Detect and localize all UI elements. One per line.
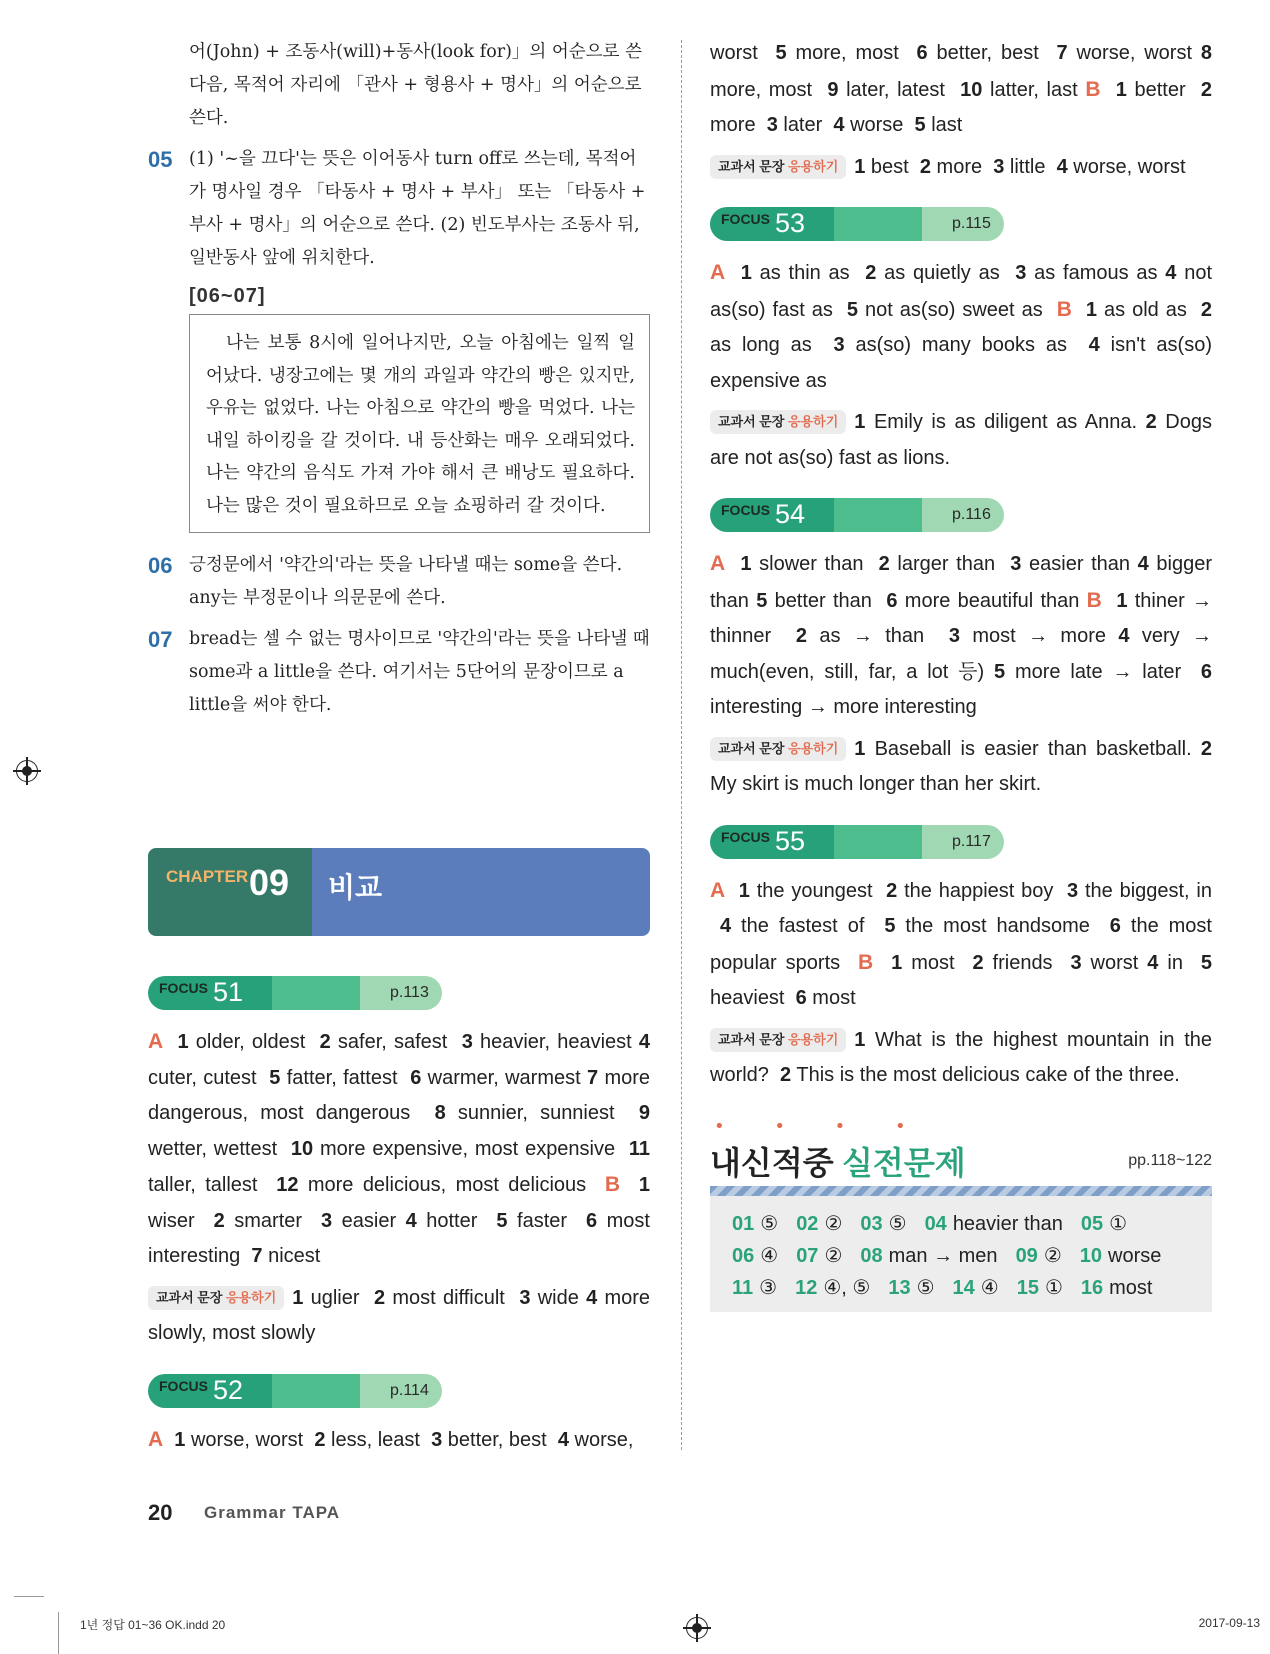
exam-answer-value: man → men — [888, 1244, 998, 1267]
exam-question-number: 16 — [1080, 1276, 1104, 1299]
exam-answer-value: most — [1109, 1276, 1153, 1299]
focus-53-bar — [710, 207, 1004, 241]
column-divider — [681, 40, 682, 1450]
focus-page: p.113 — [390, 984, 429, 1001]
exam-question-number: 08 — [860, 1244, 883, 1267]
note-number: 07 — [148, 627, 173, 652]
exam-answer-value: ① — [1044, 1276, 1063, 1299]
exam-answer-item — [888, 1272, 934, 1304]
tag-highlight: 응용하기 — [788, 158, 839, 174]
note-07 — [148, 623, 650, 722]
tag-highlight: 응용하기 — [226, 1289, 277, 1305]
exam-answer-value: ⑤ — [760, 1212, 779, 1235]
exam-answer-value: ④ — [980, 1276, 999, 1299]
exam-question-number: 01 — [732, 1212, 755, 1235]
exam-answer-item — [732, 1272, 777, 1304]
translation-text: 나는 보통 8시에 일어나지만, 오늘 아침에는 일찍 일어났다. 냉장고에는 몇 개의 과일과 약간의 빵은 있지만, 우유는 없었다. 나는 아침으로 약간의 빵을 먹었다. 나는 내일 하이킹을 갈 것이다. 내 등산화는 매우 오래되었다. 나는 약간의 음식도 가져 가야 해서 큰 배낭도 필요하다. 나는 많은 것이 필요하므로 오늘 쇼핑하러 갈 것이다. — [206, 333, 635, 516]
intro-text: 어(John) + 조동사(will)+동사(look for)」의 어순으로 쓴 다음, 목적어 자리에 「관사 + 형용사 + 명사」의 어순으로 쓴다. — [189, 42, 642, 128]
exam-answer-value: ⑤ — [888, 1212, 907, 1235]
exam-question-number: 13 — [888, 1276, 911, 1299]
tag-text: 교과서 문장 — [156, 1289, 227, 1305]
focus-54-answers: A 1 slower than 2 larger than 3 easier than 4 bigger than 5 better than 6 more beautiful than B 1 thiner → thinner 2 as → than 3 most → more 4 very → much(even, still, far, a lot 등) 5 more late → later 6 interesting → more interesting — [710, 552, 1213, 718]
subhead-06-07: [06~07] — [189, 285, 266, 307]
focus-label: FOCUS — [159, 980, 208, 996]
tag-text: 교과서 문장 — [718, 1031, 789, 1047]
focus-55-application — [710, 1023, 1212, 1094]
focus-54-application — [710, 732, 1212, 803]
exam-question-number: 14 — [952, 1276, 975, 1299]
focus-53-answers: A 1 as thin as 2 as quietly as 3 as famous as 4 not as(so) fast as 5 not as(so) sweet as B 1 as old as 2 as long as 3 as(so) many books as 4 isn't as(so) expensive as — [710, 261, 1212, 392]
focus-label: FOCUS — [159, 1377, 208, 1394]
application-answers: 1 uglier 2 most difficult 3 wide 4 more slowly, most slowly — [148, 1286, 651, 1344]
tag-highlight: 응용하기 — [788, 740, 839, 756]
note-text: bread는 셀 수 없는 명사이므로 '약간의'라는 뜻을 나타낼 때 some과 a little을 쓴다. 여기서는 5단어의 문장이므로 a little을 써야 한다. — [189, 629, 650, 715]
exam-row — [732, 1272, 1212, 1304]
exam-answer-value: ⑤ — [916, 1276, 935, 1299]
exam-answer-item — [1081, 1272, 1153, 1304]
left-column — [148, 36, 650, 1458]
tag-text: 교과서 문장 — [718, 414, 789, 429]
focus-52-answers: A 1 worse, worst 2 less, least 3 better, best 4 worse, — [148, 1427, 634, 1451]
textbook-tag — [710, 737, 846, 761]
exam-question-number: 10 — [1079, 1244, 1102, 1267]
note-text: (1) '~을 끄다'는 뜻은 이어동사 turn off로 쓰는데, 목적어가 명사일 경우 「타동사 + 명사 + 부사」 또는 「타동사 + 부사 + 명사」의 어순으로 쓴다. (2) 빈도부사는 조동사 뒤, 일반동사 앞에 위치한다. — [189, 149, 646, 268]
exam-answer-value: ④ — [760, 1244, 779, 1267]
focus-53-application — [710, 405, 1212, 476]
focus-page: p.117 — [952, 832, 991, 850]
exam-answer-value: worse — [1108, 1244, 1162, 1267]
focus-number: 55 — [775, 825, 806, 856]
exam-question-number: 03 — [860, 1212, 883, 1235]
focus-page: p.114 — [390, 1381, 429, 1399]
chapter-banner — [148, 848, 650, 936]
exam-row — [732, 1240, 1212, 1272]
exam-answer-item — [1080, 1240, 1162, 1272]
exam-answer-grid — [710, 1196, 1212, 1312]
textbook-tag — [710, 410, 846, 434]
print-date: 2017-09-13 — [1198, 1616, 1260, 1630]
focus-55-bar — [710, 825, 1004, 859]
crop-mark — [58, 1612, 59, 1654]
exam-question-number: 07 — [796, 1244, 819, 1267]
exam-answer-item — [795, 1272, 870, 1304]
exam-answer-value: ② — [824, 1244, 843, 1267]
exam-answer-item — [796, 1240, 842, 1272]
exam-question-number: 04 — [924, 1212, 947, 1235]
exam-question-number: 15 — [1016, 1276, 1039, 1299]
exam-question-number: 05 — [1080, 1212, 1104, 1235]
application-answers: 1 What is the highest mountain in the world? 2 This is the most delicious cake of the three. — [710, 1028, 1212, 1086]
focus-51-bar — [148, 976, 442, 1010]
tag-highlight: 응용하기 — [788, 414, 839, 429]
note-05 — [148, 143, 650, 275]
textbook-tag — [148, 1286, 284, 1310]
tag-text: 교과서 문장 — [718, 158, 789, 174]
focus-page: p.116 — [952, 506, 991, 523]
note-number: 06 — [148, 553, 173, 578]
exam-title-main: 내신적중 — [710, 1143, 834, 1182]
translation-box — [189, 314, 650, 533]
exam-question-number: 11 — [732, 1276, 754, 1299]
exam-answer-value: ④, ⑤ — [823, 1276, 871, 1299]
page-number: 20 — [148, 1500, 173, 1525]
exam-answer-value: ① — [1109, 1212, 1128, 1235]
exam-answer-value: ② — [824, 1212, 843, 1235]
tag-text: 교과서 문장 — [718, 740, 789, 756]
focus-number: 54 — [775, 499, 806, 529]
exam-answer-item — [860, 1208, 906, 1240]
application-answers: 1 Emily is as diligent as Anna. 2 Dogs are not as(so) fast as lions. — [710, 411, 1212, 469]
exam-answer-item — [732, 1240, 778, 1272]
exam-answer-item — [796, 1208, 842, 1240]
focus-55-answers: A 1 the youngest 2 the happiest boy 3 the biggest, in 4 the fastest of 5 the most handsome 6 the most popular sports B 1 most 2 friends 3 worst 4 in 5 heaviest 6 most — [710, 878, 1212, 1009]
exam-question-number: 12 — [795, 1276, 818, 1299]
chapter-number: 09 — [249, 862, 290, 903]
exam-answer-item — [1081, 1208, 1127, 1240]
exam-answer-item — [860, 1240, 997, 1272]
focus-label: FOCUS — [721, 502, 770, 518]
chapter-label: CHAPTER — [166, 867, 249, 886]
focus-number: 52 — [213, 1374, 244, 1405]
focus-51-application — [148, 1281, 650, 1352]
focus-52-bar — [148, 1374, 442, 1408]
textbook-tag — [710, 1028, 846, 1052]
right-column — [710, 36, 1212, 1312]
exam-answer-item — [953, 1272, 999, 1304]
book-title: Grammar TAPA — [204, 1503, 341, 1522]
registration-mark-icon — [16, 760, 38, 782]
exam-title-accent: 실전문제 — [842, 1143, 966, 1182]
exam-question-number: 02 — [796, 1212, 819, 1235]
focus-number: 53 — [775, 208, 806, 238]
exam-answer-value: heavier than — [952, 1212, 1063, 1235]
focus-52-application — [710, 150, 1212, 186]
exam-question-number: 06 — [732, 1244, 755, 1267]
application-answers: 1 best 2 more 3 little 4 worse, worst — [854, 155, 1186, 178]
chapter-title: 비교 — [328, 871, 383, 904]
zigzag-divider — [710, 1186, 1212, 1196]
focus-number: 51 — [213, 977, 244, 1007]
focus-label: FOCUS — [721, 828, 770, 845]
focus-label: FOCUS — [721, 211, 770, 227]
exam-pages: pp.118~122 — [1128, 1151, 1212, 1169]
focus-54-bar — [710, 498, 1004, 532]
exam-row — [732, 1208, 1212, 1240]
exam-section-header — [710, 1115, 1212, 1186]
exam-answer-item — [1016, 1240, 1062, 1272]
focus-51-answers: A 1 older, oldest 2 safer, safest 3 heavier, heaviest 4 cuter, cutest 5 fatter, fattest 6 warmer, warmest 7 more dangerous, most dangerous 8 sunnier, sunniest 9 wetter, wettest 10 more expensive, most expensive 11 taller, tallest 12 more delicious, most delicious B 1 wiser 2 smarter 3 easier 4 hotter 5 faster 6 most interesting 7 nicest — [148, 1030, 651, 1267]
emphasis-dots: • • • • — [714, 1115, 928, 1137]
note-text: 긍정문에서 '약간의'라는 뜻을 나타낼 때는 some을 쓴다. any는 부정문이나 의문문에 쓴다. — [189, 555, 623, 608]
note-number: 05 — [148, 147, 173, 172]
exam-question-number: 09 — [1015, 1244, 1038, 1267]
exam-answer-value: ② — [1043, 1244, 1062, 1267]
exam-answer-item — [732, 1208, 778, 1240]
focus-page: p.115 — [952, 215, 991, 232]
note-06 — [148, 549, 650, 615]
exam-answer-value: ③ — [759, 1276, 778, 1299]
application-answers: 1 Baseball is easier than basketball. 2 My skirt is much longer than her skirt. — [710, 737, 1212, 795]
textbook-tag — [710, 155, 846, 179]
exam-answer-item — [1017, 1272, 1063, 1304]
tag-highlight: 응용하기 — [788, 1031, 839, 1047]
focus-52-answers-cont: worst 5 more, most 6 better, best 7 worse, worst 8 more, most 9 later, latest 10 latter, last B 1 better 2 more 3 later 4 worse 5 last — [710, 42, 1213, 136]
crop-mark — [14, 1596, 44, 1597]
registration-mark-icon — [686, 1617, 708, 1639]
exam-answer-item — [925, 1208, 1063, 1240]
file-slug: 1년 정답 01~36 OK.indd 20 — [80, 1618, 226, 1632]
